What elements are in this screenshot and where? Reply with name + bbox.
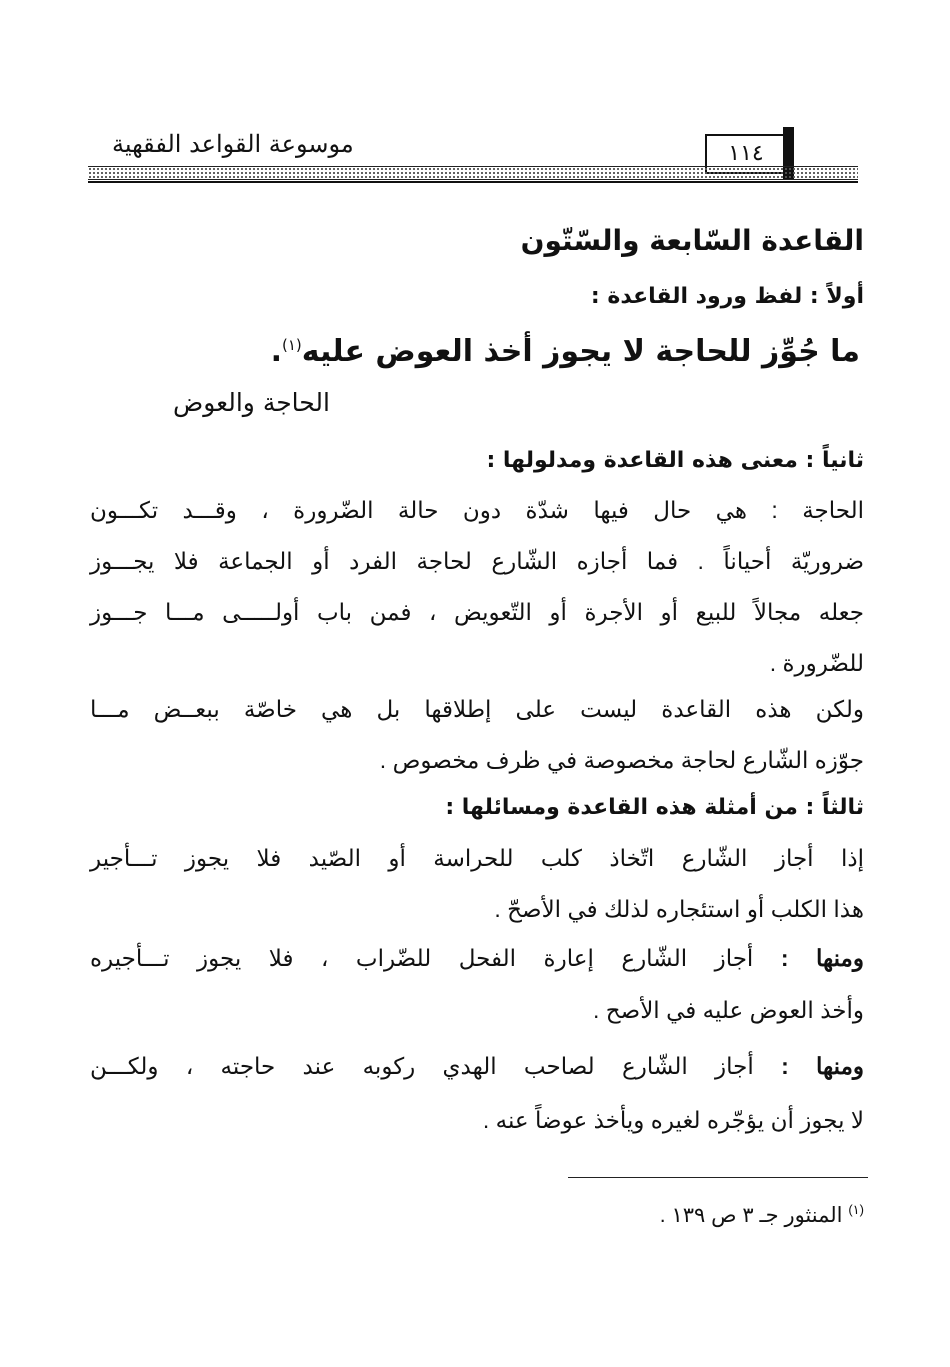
- example2-text: أجاز الشّارع إعارة الفحل للضّراب ، فلا يجوز تـــأجيره: [90, 945, 781, 971]
- rule-statement-text: ما جُوِّز للحاجة لا يجوز أخذ العوض عليه: [301, 334, 860, 369]
- example2-line: وأخذ العوض عليه في الأصح .: [593, 997, 864, 1023]
- section1-label: أولاً : لفظ ورود القاعدة :: [590, 284, 864, 309]
- section3-line: إذا أجاز الشّارع اتّخاذ كلب للحراسة أو الصّيد فلا يجوز تـــأجير: [90, 845, 864, 871]
- example3-line: لا يجوز أن يؤجّره لغيره ويأخذ عوضاً عنه .: [482, 1107, 864, 1133]
- section2-line: ضروريّة أحياناً . فما أجازه الشّارع لحاجة الفرد أو الجماعة فلا يجـــوز: [90, 548, 864, 574]
- section2-line: جوّزه الشّارع لحاجة مخصوصة في ظرف مخصوص .: [379, 747, 864, 773]
- page-number: ١١٤: [705, 134, 785, 174]
- section3-line: هذا الكلب أو استئجاره لذلك في الأصحّ .: [494, 896, 864, 922]
- header-divider: [88, 166, 858, 180]
- footnote-reference: (١): [281, 336, 302, 354]
- header-divider-line: [88, 181, 858, 183]
- rule-heading: القاعدة السّابعة والسّتّون: [520, 224, 864, 257]
- running-header-title: موسوعة القواعد الفقهية: [112, 130, 354, 158]
- footnote: [660, 1202, 864, 1228]
- footnote-marker: (١): [848, 1202, 864, 1217]
- section2-line: ولكن هذه القاعدة ليست على إطلاقها بل هي خاصّة ببعــض مـــا: [90, 696, 864, 722]
- section3-label: ثالثاً : من أمثلة هذه القاعدة ومسائلها :: [445, 795, 864, 820]
- example3-text: أجاز الشّارع لصاحب الهدي ركوبه عند حاجته ، ولكـــن: [90, 1053, 782, 1079]
- example3-line: [90, 1053, 864, 1080]
- example2-lead: ومنها :: [780, 945, 864, 971]
- section2-line: للضّرورة .: [769, 650, 864, 676]
- section2-line: الحاجة : هي حال فيها شدّة دون حالة الضّرورة ، وقـــد تكـــون: [90, 497, 864, 523]
- footnote-separator: [568, 1177, 868, 1178]
- footnote-text: المنثور جـ ٣ ص ١٣٩ .: [659, 1204, 849, 1227]
- section2-line: جعله مجالاً للبيع أو الأجرة أو التّعويض ، فمن باب أولـــــى مـــا جـــوز: [90, 599, 864, 625]
- rule-keywords: الحاجة والعوض: [173, 388, 330, 417]
- section2-label: ثانياً : معنى هذه القاعدة ومدلولها :: [486, 448, 864, 473]
- rule-statement-end: .: [270, 334, 282, 369]
- example3-lead: ومنها :: [781, 1053, 864, 1079]
- rule-statement: [271, 334, 860, 369]
- example2-line: [90, 945, 864, 972]
